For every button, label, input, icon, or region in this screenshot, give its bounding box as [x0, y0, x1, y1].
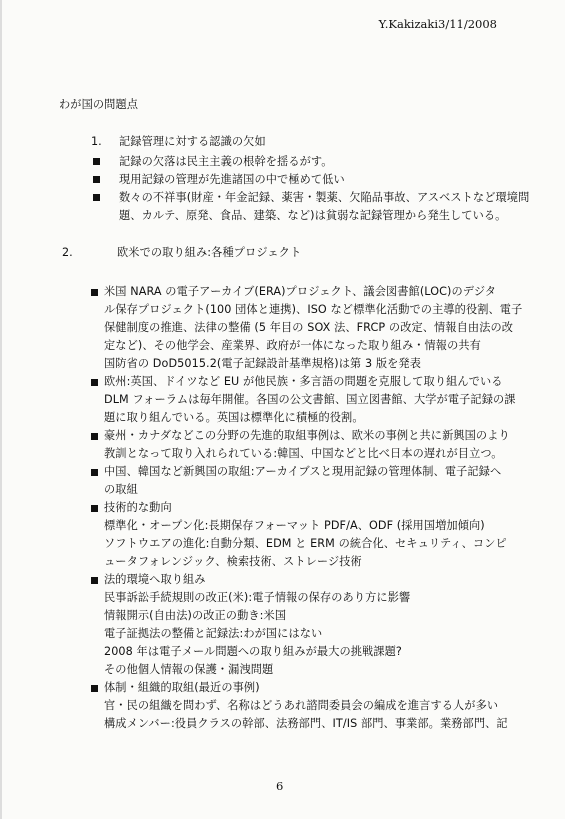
- s2-b2-line-3: 題に取り組んでいる。英国は標準化に積極的役割。: [104, 411, 364, 424]
- s2-b1-line-4: 定など)、その他学会、産業界、政府が一体になった取り組み・情報の共有: [104, 339, 481, 352]
- s2-b6-heading: 法的環境へ取り組み: [104, 573, 206, 586]
- page-number: 6: [276, 779, 284, 793]
- s2-b6-line-4: 電子証拠法の整備と記録法:わが国にはない: [104, 627, 323, 640]
- bullet-marker: [91, 469, 98, 476]
- s2-b6-line-5: 2008 年は電子メール問題への取り組みが最大の挑戦課題?: [104, 645, 402, 658]
- s2-b6-line-2: 民事訴訟手続規則の改正(米):電子情報の保存のあり方に影響: [104, 591, 411, 604]
- s2-b2-line-2: DLM フォーラムは毎年開催。各国の公文書館、国立図書館、大学が電子記録の課: [104, 393, 516, 406]
- bullet-marker: [93, 194, 100, 201]
- section-1-bullet-1: 記録の欠落は民主主義の根幹を揺るがす。: [119, 155, 333, 168]
- section-1-number: 1.: [91, 135, 102, 148]
- s2-b1-line-1: 米国 NARA の電子アーカイブ(ERA)プロジェクト、議会図書館(LOC)のデジタ: [104, 285, 496, 298]
- s2-b1-line-2: ル保存プロジェクト(100 団体と連携)、ISO など標準化活動での主導的役割、電子: [104, 303, 523, 316]
- section-1-bullet-2: 現用記録の管理が先進諸国の中で極めて低い: [119, 173, 345, 186]
- section-1-bullet-3-line-2: 題、カルテ、原発、食品、建築、など)は貧弱な記録管理から発生している。: [119, 209, 507, 222]
- bullet-marker: [91, 685, 98, 692]
- bullet-marker: [91, 577, 98, 584]
- bullet-marker: [93, 176, 100, 183]
- scan-edge: [0, 0, 2, 819]
- s2-b2-line-1: 欧州:英国、ドイツなど EU が他民族・多言語の問題を克服して取り組んでいる: [104, 375, 503, 388]
- section-2-number: 2.: [62, 246, 73, 259]
- s2-b4-line-1: 中国、韓国など新興国の取組:アーカイブスと現用記録の管理体制、電子記録へ: [104, 465, 502, 478]
- s2-b7-line-2: 官・民の組織を問わず、名称はどうあれ諮問委員会の編成を進言する人が多い: [104, 699, 499, 712]
- s2-b5-line-4: ュータフォレンジック、検索技術、ストレージ技術: [104, 555, 362, 568]
- s2-b1-line-3: 保健制度の推進、法律の整備 (5 年目の SOX 法、FRCP の改定、情報自由法の改: [104, 321, 514, 334]
- bullet-marker: [91, 505, 98, 512]
- bullet-marker: [91, 433, 98, 440]
- s2-b7-heading: 体制・組織的取組(最近の事例): [104, 681, 260, 694]
- s2-b5-line-3: ソフトウエアの進化:自動分類、EDM と ERM の統合化、セキュリティ、コンピ: [104, 537, 507, 550]
- section-1-bullet-3-line-1: 数々の不祥事(財産・年金記録、薬害・製薬、欠陥品事故、アスベストなど環境問: [119, 191, 530, 204]
- s2-b6-line-3: 情報開示(自由法)の改正の動き:米国: [104, 609, 287, 622]
- bullet-marker: [91, 289, 98, 296]
- s2-b6-line-6: その他個人情報の保護・漏洩問題: [104, 663, 274, 676]
- bullet-marker: [91, 379, 98, 386]
- bullet-marker: [93, 158, 100, 165]
- author-date-header: Y.Kakizaki3/11/2008: [378, 17, 497, 31]
- page-title: わが国の問題点: [59, 98, 139, 111]
- s2-b5-line-2: 標準化・オープン化:長期保存フォーマット PDF/A、ODF (採用国増加傾向): [104, 519, 485, 532]
- s2-b3-line-1: 豪州・カナダなどこの分野の先進的取組事例は、欧米の事例と共に新興国のより: [104, 429, 510, 442]
- section-1-heading: 記録管理に対する認識の欠如: [119, 135, 266, 148]
- s2-b7-line-3: 構成メンバー:役員クラスの幹部、法務部門、IT/IS 部門、事業部。業務部門、記: [104, 717, 508, 730]
- s2-b4-line-2: の取組: [104, 483, 138, 496]
- s2-b1-line-5: 国防省の DoD5015.2(電子記録設計基準規格)は第 3 版を発表: [104, 357, 421, 370]
- section-2-heading: 欧米での取り組み:各種プロジェクト: [117, 246, 302, 259]
- s2-b5-heading: 技術的な動向: [104, 501, 172, 514]
- s2-b3-line-2: 教訓となって取り入れられている:韓国、中国などと比べ日本の遅れが目立つ。: [104, 447, 503, 460]
